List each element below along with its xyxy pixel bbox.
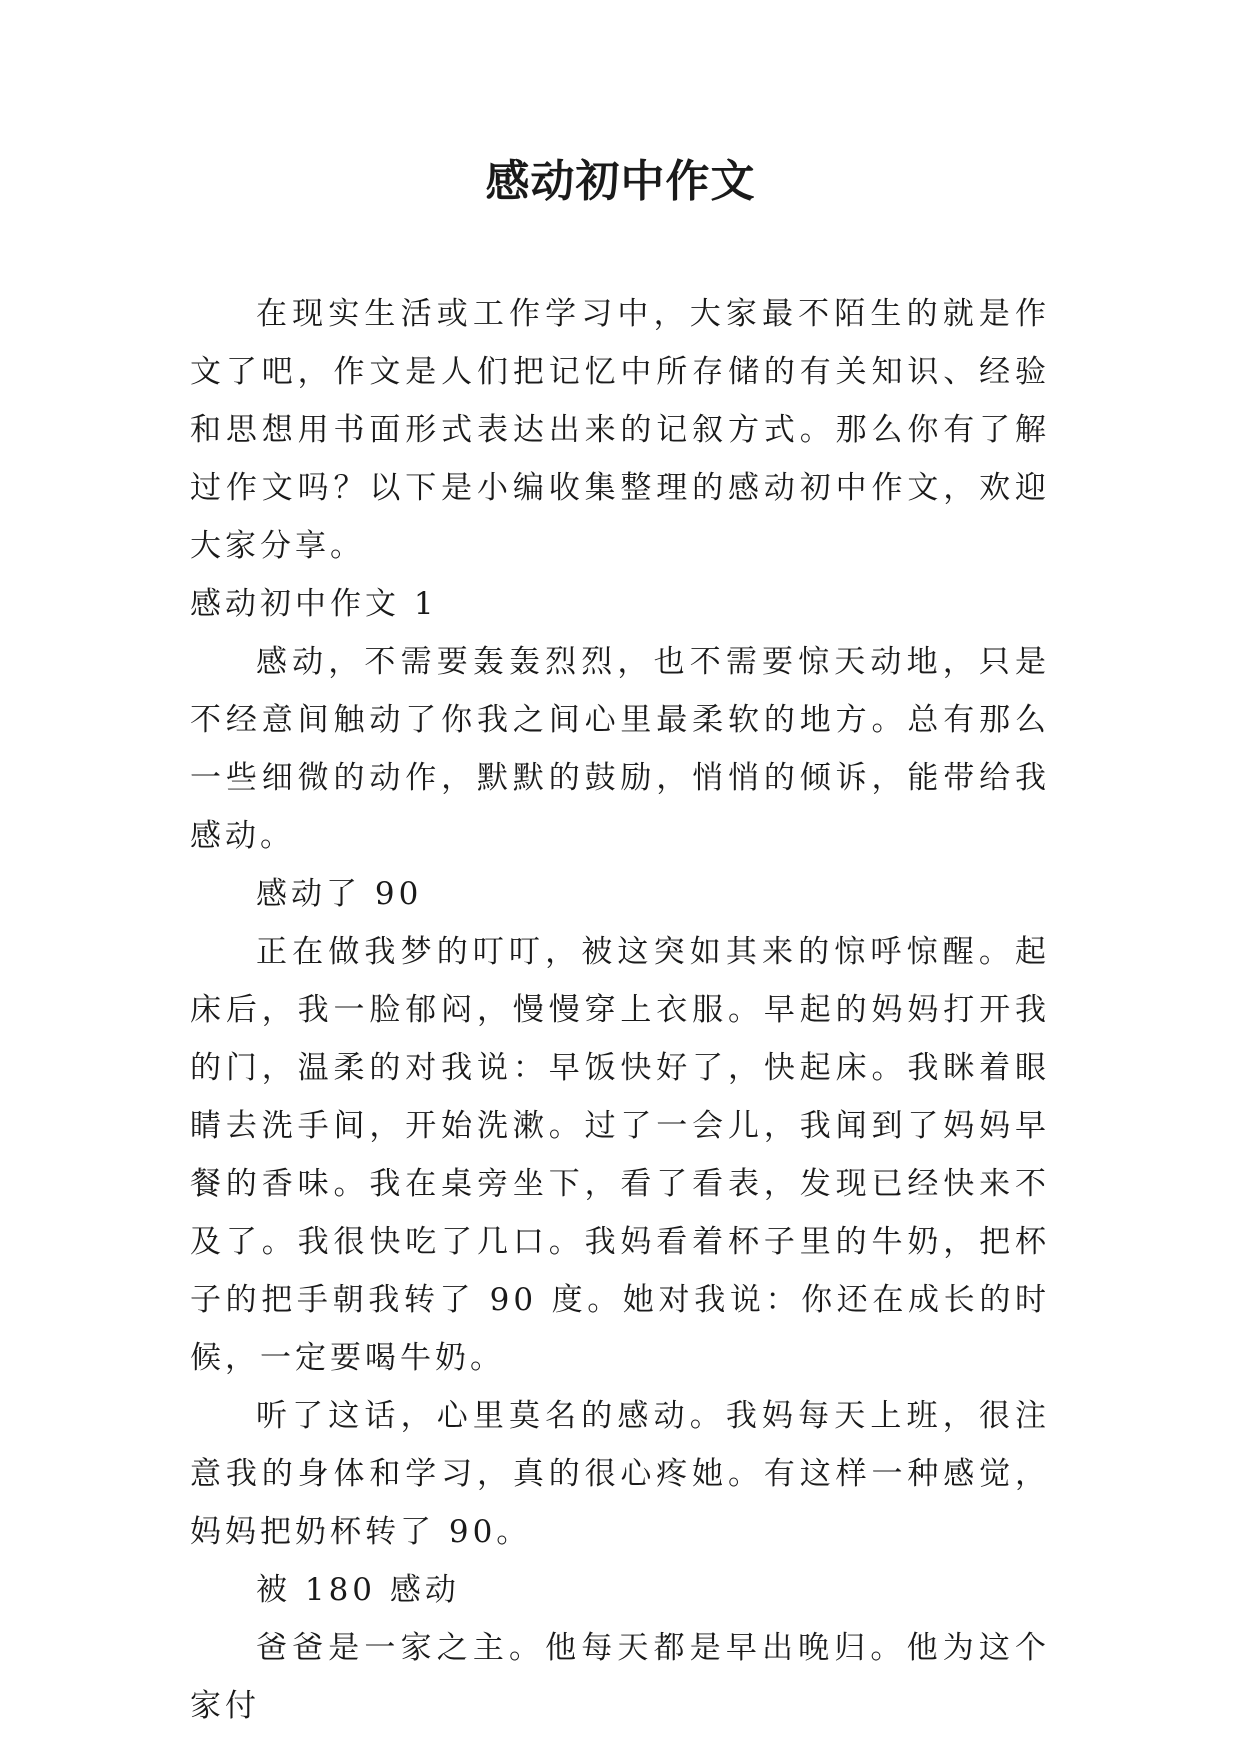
intro-paragraph: 在现实生活或工作学习中，大家最不陌生的就是作文了吧，作文是人们把记忆中所存储的有关知识、经验和思想用书面形式表达出来的记叙方式。那么你有了解过作文吗？以下是小编收集整理的感动初中作文，欢迎大家分享。 xyxy=(190,296,1050,564)
body-paragraph: 听了这话，心里莫名的感动。我妈每天上班，很注意我的身体和学习，真的很心疼她。有这样一种感觉，妈妈把奶杯转了 90。 xyxy=(190,1398,1050,1550)
subheading-paragraph: 感动了 90 xyxy=(256,876,423,912)
body-paragraph: 正在做我梦的叮叮，被这突如其来的惊呼惊醒。起床后，我一脸郁闷，慢慢穿上衣服。早起的妈妈打开我的门，温柔的对我说：早饭快好了，快起床。我眯着眼睛去洗手间，开始洗漱。过了一会儿，我闻到了妈妈早餐的香味。我在桌旁坐下，看了看表，发现已经快来不及了。我很快吃了几口。我妈看着杯子里的牛奶，把杯子的把手朝我转了 90 度。她对我说：你还在成长的时候，一定要喝牛奶。 xyxy=(190,934,1050,1376)
section-heading: 感动初中作文 1 xyxy=(190,586,438,622)
document-title: 感动初中作文 xyxy=(485,156,756,207)
body-paragraph: 爸爸是一家之主。他每天都是早出晚归。他为这个家付 xyxy=(190,1630,1050,1724)
body-paragraph: 感动，不需要轰轰烈烈，也不需要惊天动地，只是不经意间触动了你我之间心里最柔软的地方。总有那么一些细微的动作，默默的鼓励，悄悄的倾诉，能带给我感动。 xyxy=(190,644,1050,854)
subheading-paragraph: 被 180 感动 xyxy=(256,1572,460,1608)
document-body xyxy=(190,285,1050,1735)
